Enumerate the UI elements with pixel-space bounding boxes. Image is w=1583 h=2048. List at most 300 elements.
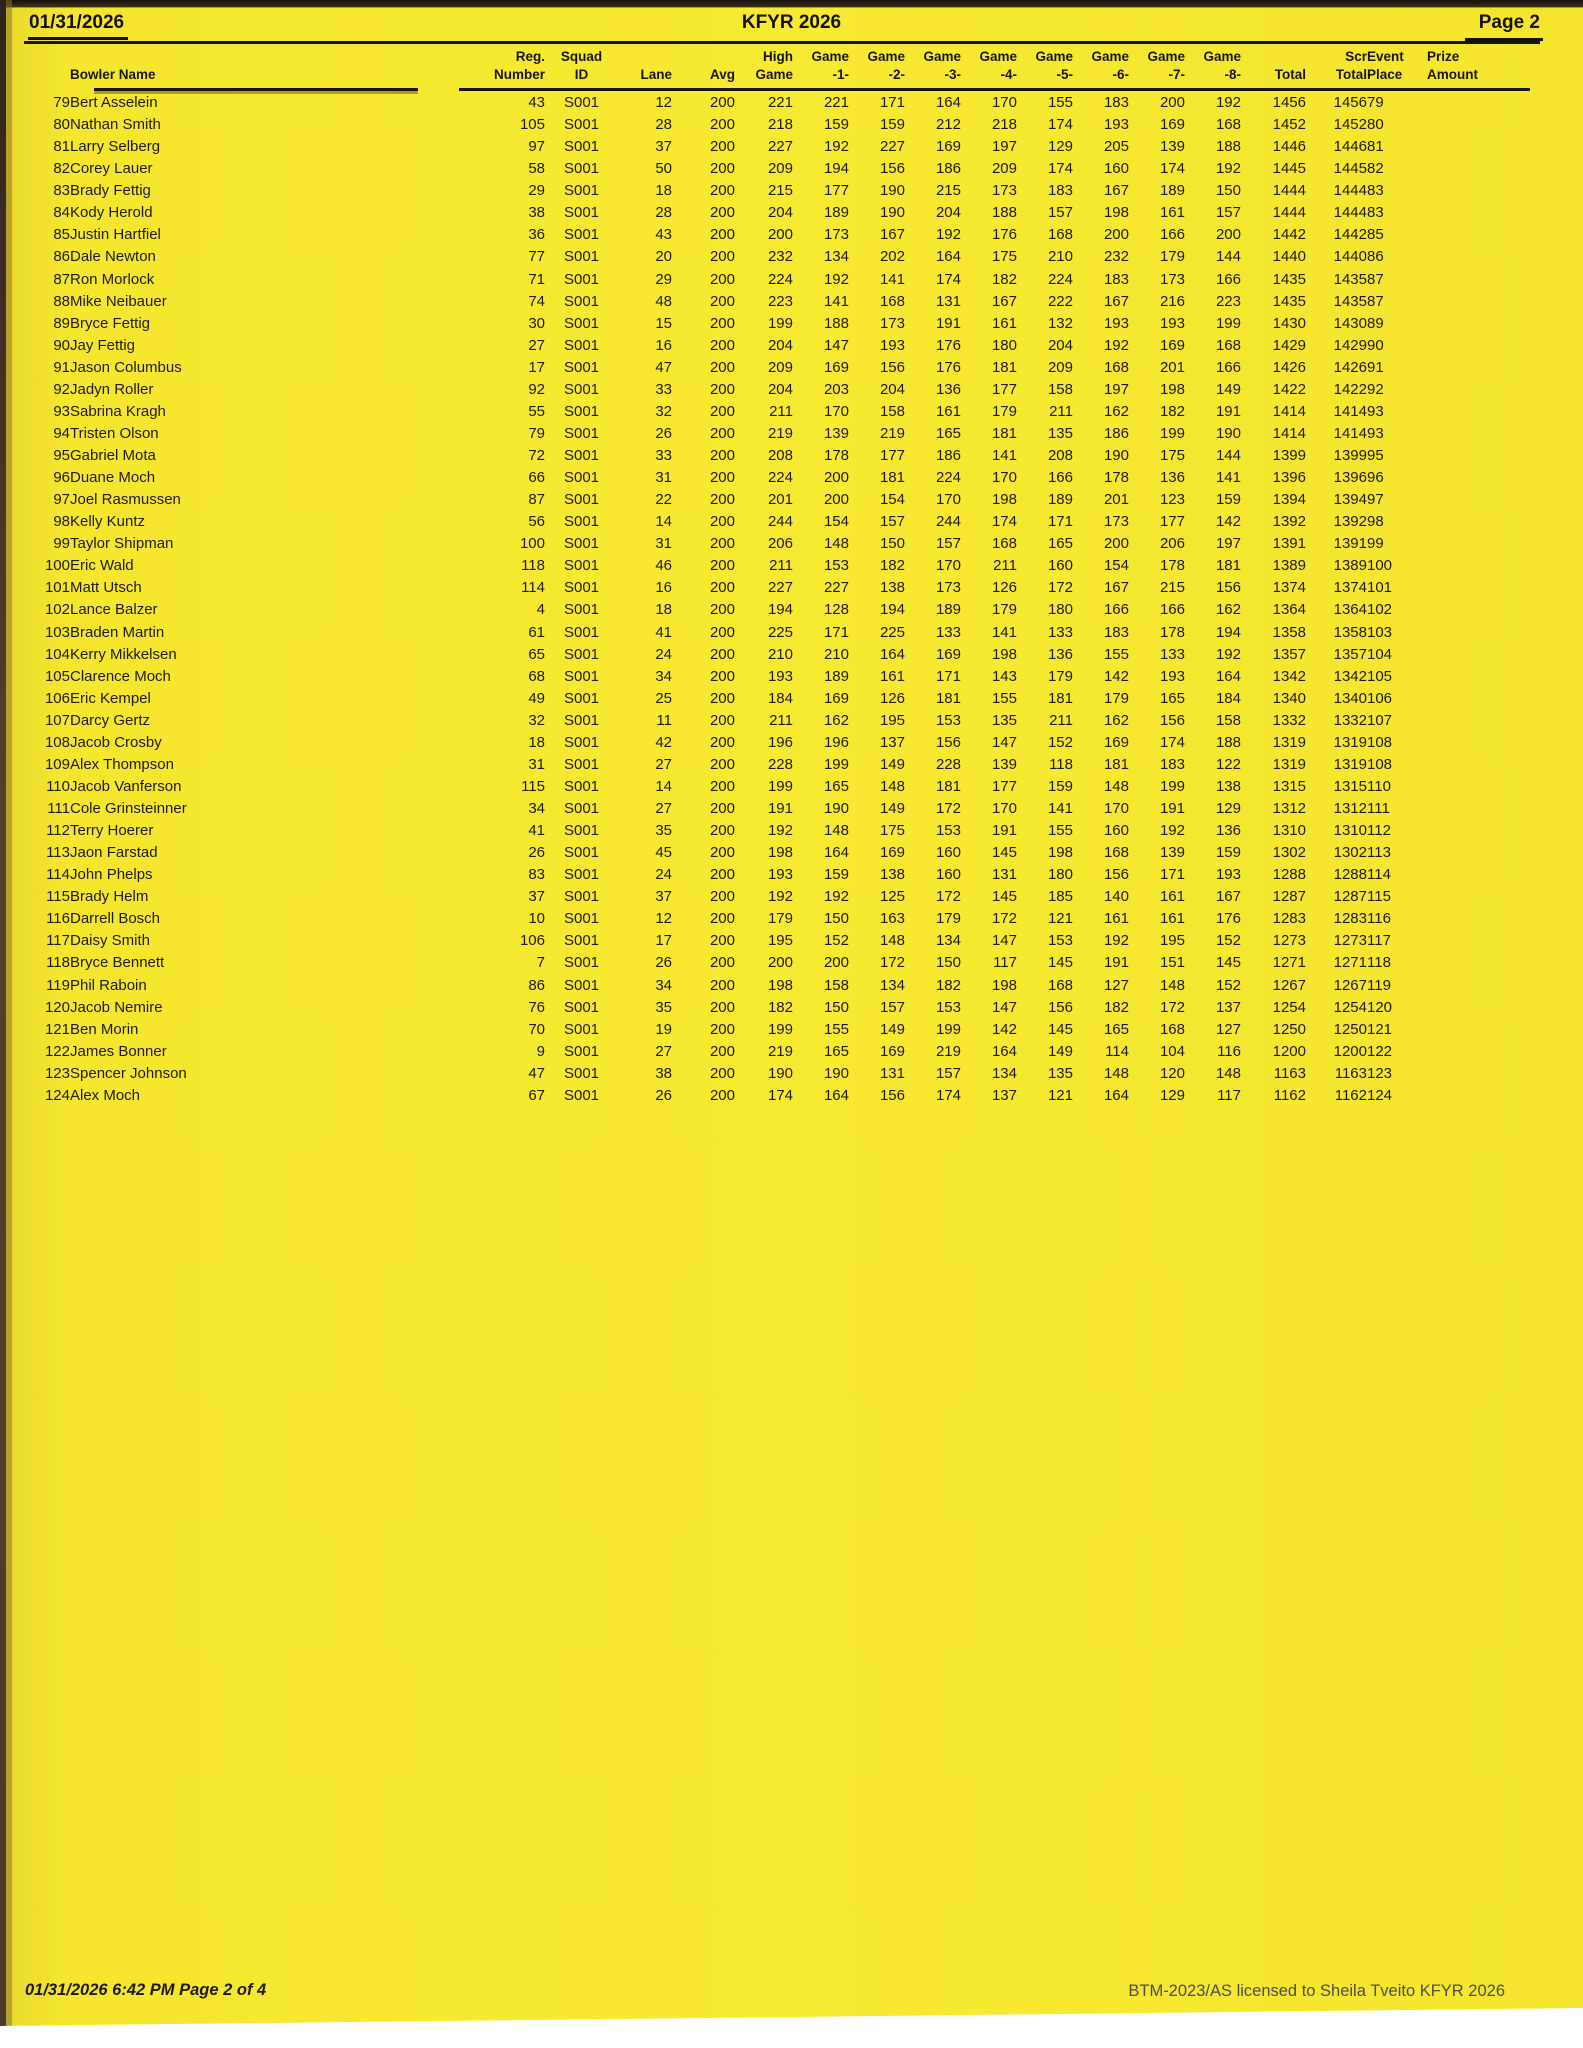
cell-game-7: 169 (1159, 336, 1185, 354)
cell-prize-amount (1427, 886, 1530, 908)
table-row (22, 313, 1530, 335)
cell-game-8: 181 (1215, 557, 1241, 575)
cell-scr-total: 1442 (1333, 226, 1367, 244)
cell-bowler-name: James Bonner (70, 1042, 167, 1060)
cell-place: 98 (53, 513, 70, 531)
cell-game-8: 191 (1215, 402, 1241, 420)
cell-total: 1374 (1272, 579, 1306, 597)
cell-avg: 200 (709, 513, 735, 531)
cell-event-place: 110 (1367, 777, 1391, 795)
table-row (22, 1041, 1530, 1063)
cell-reg-number: 49 (528, 689, 545, 707)
cell-reg-number: 9 (536, 1042, 545, 1060)
cell-game-6: 140 (1103, 888, 1129, 906)
cell-avg: 200 (709, 424, 735, 442)
cell-game-2: 177 (879, 447, 905, 464)
cell-game-2: 161 (879, 667, 905, 685)
cell-bowler-name: John Phelps (70, 866, 153, 884)
table-row (22, 357, 1530, 379)
cell-game-1: 148 (823, 535, 849, 553)
cell-event-place: 87 (1367, 292, 1384, 310)
cell-avg: 200 (709, 1086, 735, 1104)
cell-game-5: 168 (1047, 976, 1073, 994)
cell-game-2: 149 (879, 800, 905, 817)
cell-game-5: 183 (1047, 182, 1073, 200)
cell-total: 1414 (1272, 424, 1306, 442)
cell-game-4: 209 (991, 160, 1017, 178)
cell-scr-total: 1315 (1333, 777, 1367, 795)
cell-prize-amount (1427, 1019, 1530, 1041)
cell-game-6: 191 (1103, 954, 1129, 972)
cell-reg-number: 100 (519, 535, 545, 553)
cell-scr-total: 1429 (1333, 336, 1367, 354)
cell-game-5: 149 (1047, 1042, 1073, 1060)
cell-prize-amount (1427, 908, 1530, 930)
cell-game-6: 193 (1103, 116, 1129, 134)
cell-game-3: 160 (935, 844, 961, 862)
cell-high-game: 219 (767, 424, 793, 442)
cell-game-5: 129 (1047, 138, 1073, 156)
cell-reg-number: 36 (528, 226, 545, 244)
cell-game-5: 209 (1047, 358, 1073, 376)
cell-game-2: 195 (879, 711, 905, 729)
cell-lane: 37 (655, 138, 672, 156)
cell-prize-amount (1427, 445, 1530, 467)
cell-game-8: 168 (1215, 336, 1241, 354)
cell-game-6: 166 (1103, 601, 1129, 619)
cell-event-place: 114 (1367, 866, 1391, 884)
cell-total: 1340 (1272, 689, 1306, 707)
cell-prize-amount (1427, 599, 1530, 621)
cell-game-3: 189 (935, 601, 961, 619)
table-row (22, 710, 1530, 732)
cell-reg-number: 34 (528, 800, 545, 817)
cell-scr-total: 1426 (1333, 358, 1367, 376)
cell-game-6: 205 (1103, 138, 1129, 156)
cell-reg-number: 37 (528, 888, 545, 906)
cell-avg: 200 (709, 138, 735, 156)
cell-prize-amount (1427, 555, 1530, 577)
cell-event-place: 82 (1367, 160, 1384, 178)
cell-squad-id: S001 (563, 800, 600, 817)
table-row (22, 489, 1530, 511)
cell-reg-number: 31 (528, 755, 545, 773)
cell-high-game: 182 (767, 998, 793, 1016)
cell-high-game: 224 (767, 469, 793, 487)
col-header-prize-amount: Prize Amount (1427, 49, 1478, 82)
cell-game-6: 142 (1103, 667, 1129, 685)
cell-high-game: 218 (767, 116, 793, 134)
cell-game-1: 128 (823, 601, 849, 619)
cell-game-1: 164 (823, 844, 849, 862)
cell-game-7: 172 (1159, 998, 1185, 1016)
cell-event-place: 121 (1367, 1020, 1393, 1038)
cell-scr-total: 1444 (1333, 204, 1367, 222)
cell-game-5: 168 (1047, 226, 1073, 244)
cell-squad-id: S001 (563, 866, 600, 884)
cell-prize-amount (1427, 224, 1530, 246)
cell-game-4: 167 (991, 292, 1017, 310)
cell-total: 1287 (1272, 888, 1306, 906)
cell-lane: 42 (655, 733, 672, 751)
cell-reg-number: 86 (528, 976, 545, 994)
col-header-total: Total (1274, 67, 1306, 82)
cell-event-place: 83 (1367, 182, 1384, 200)
cell-game-4: 174 (991, 513, 1017, 531)
cell-high-game: 191 (767, 800, 793, 817)
cell-game-1: 178 (823, 447, 849, 464)
cell-game-1: 141 (823, 292, 849, 310)
cell-game-8: 152 (1215, 976, 1241, 994)
cell-game-2: 190 (879, 204, 905, 222)
cell-avg: 200 (709, 248, 735, 266)
cell-game-4: 176 (991, 226, 1017, 244)
cell-game-4: 117 (993, 954, 1017, 972)
cell-prize-amount (1427, 975, 1530, 997)
cell-prize-amount (1427, 202, 1530, 224)
cell-bowler-name: Sabrina Kragh (70, 402, 166, 420)
cell-squad-id: S001 (563, 1086, 600, 1104)
cell-game-1: 134 (823, 248, 849, 266)
cell-game-5: 160 (1047, 557, 1073, 575)
cell-game-3: 170 (935, 557, 961, 575)
cell-avg: 200 (709, 932, 735, 950)
cell-avg: 200 (709, 623, 735, 641)
cell-total: 1357 (1272, 645, 1306, 663)
cell-squad-id: S001 (563, 711, 600, 729)
cell-game-6: 165 (1103, 1020, 1129, 1038)
table-row (22, 577, 1530, 599)
cell-game-1: 190 (823, 800, 849, 817)
cell-prize-amount (1427, 577, 1530, 599)
cell-place: 110 (46, 777, 70, 795)
cell-game-6: 162 (1103, 402, 1129, 420)
cell-lane: 46 (655, 557, 672, 575)
cell-game-1: 203 (823, 380, 849, 398)
cell-game-2: 131 (879, 1064, 905, 1082)
cell-total: 1435 (1272, 292, 1306, 310)
cell-game-4: 181 (991, 358, 1017, 376)
table-row (22, 1063, 1530, 1085)
cell-event-place: 83 (1367, 204, 1384, 222)
cell-game-3: 134 (935, 932, 961, 950)
cell-game-4: 198 (991, 491, 1017, 509)
table-row (22, 776, 1530, 798)
cell-bowler-name: Bert Asselein (70, 94, 158, 111)
cell-game-4: 161 (991, 314, 1017, 332)
cell-prize-amount (1427, 1063, 1530, 1085)
cell-game-8: 192 (1215, 160, 1241, 178)
cell-game-5: 155 (1047, 94, 1073, 111)
cell-game-2: 134 (879, 976, 905, 994)
cell-game-6: 201 (1103, 491, 1129, 509)
cell-event-place: 112 (1367, 822, 1391, 840)
cell-bowler-name: Kerry Mikkelsen (70, 645, 177, 663)
cell-game-8: 192 (1215, 645, 1241, 663)
cell-game-3: 153 (935, 998, 961, 1016)
cell-place: 90 (53, 336, 70, 354)
cell-avg: 200 (709, 711, 735, 729)
cell-prize-amount (1427, 114, 1530, 136)
table-row (22, 224, 1530, 246)
cell-event-place: 96 (1367, 469, 1384, 487)
cell-squad-id: S001 (563, 623, 600, 641)
cell-game-3: 219 (935, 1042, 961, 1060)
cell-game-5: 159 (1047, 777, 1073, 795)
cell-total: 1452 (1272, 116, 1306, 134)
cell-bowler-name: Alex Thompson (70, 755, 174, 773)
cell-reg-number: 87 (528, 491, 545, 509)
cell-total: 1445 (1272, 160, 1306, 178)
cell-event-place: 104 (1367, 645, 1393, 663)
cell-reg-number: 105 (519, 116, 545, 134)
table-row (22, 511, 1530, 533)
cell-high-game: 201 (767, 491, 793, 509)
table-row (22, 975, 1530, 997)
cell-game-1: 159 (823, 116, 849, 134)
cell-lane: 45 (655, 844, 672, 862)
cell-game-8: 149 (1215, 380, 1241, 398)
cell-game-5: 118 (1049, 755, 1073, 773)
cell-prize-amount (1427, 401, 1530, 423)
cell-event-place: 116 (1367, 910, 1391, 928)
cell-squad-id: S001 (563, 601, 600, 619)
cell-game-1: 189 (823, 204, 849, 222)
cell-total: 1422 (1272, 380, 1306, 398)
cell-place: 81 (53, 138, 70, 156)
cell-game-6: 186 (1103, 424, 1129, 442)
cell-squad-id: S001 (563, 535, 600, 553)
cell-high-game: 193 (767, 667, 793, 685)
cell-place: 120 (44, 998, 70, 1016)
cell-scr-total: 1440 (1333, 248, 1367, 266)
cell-scr-total: 1254 (1333, 998, 1367, 1016)
cell-bowler-name: Brady Helm (70, 888, 149, 906)
cell-high-game: 194 (767, 601, 793, 619)
cell-high-game: 199 (767, 314, 793, 332)
cell-game-4: 137 (991, 1086, 1017, 1104)
cell-high-game: 221 (767, 94, 793, 111)
cell-place: 95 (53, 447, 70, 464)
cell-game-1: 165 (823, 777, 849, 795)
cell-avg: 200 (709, 910, 735, 928)
cell-place: 107 (44, 711, 70, 729)
cell-game-8: 142 (1215, 513, 1241, 531)
cell-game-7: 195 (1159, 932, 1185, 950)
table-row (22, 114, 1530, 136)
cell-place: 88 (53, 292, 70, 310)
cell-prize-amount (1427, 842, 1530, 864)
cell-place: 101 (44, 579, 70, 597)
cell-total: 1429 (1272, 336, 1306, 354)
cell-event-place: 111 (1367, 800, 1390, 817)
cell-total: 1283 (1272, 910, 1306, 928)
cell-place: 112 (46, 822, 70, 840)
cell-prize-amount (1427, 798, 1530, 820)
cell-lane: 32 (655, 402, 672, 420)
cell-game-5: 179 (1047, 667, 1073, 685)
cell-total: 1396 (1272, 469, 1306, 487)
cell-game-5: 166 (1047, 469, 1073, 487)
cell-lane: 12 (655, 910, 672, 928)
cell-scr-total: 1435 (1333, 270, 1367, 288)
cell-prize-amount (1427, 930, 1530, 952)
cell-game-3: 228 (935, 755, 961, 773)
cell-reg-number: 70 (528, 1020, 545, 1038)
cell-game-4: 172 (991, 910, 1017, 928)
cell-game-5: 189 (1047, 491, 1073, 509)
col-header-game-7: Game -7- (1147, 49, 1185, 82)
cell-avg: 200 (709, 733, 735, 751)
cell-scr-total: 1310 (1333, 822, 1367, 840)
cell-game-2: 175 (879, 822, 905, 840)
cell-game-5: 152 (1047, 733, 1073, 751)
cell-game-7: 169 (1159, 116, 1185, 134)
col-header-reg-number: Reg. Number (493, 49, 545, 82)
cell-game-7: 161 (1159, 910, 1185, 928)
cell-avg: 200 (709, 226, 735, 244)
cell-game-4: 168 (991, 535, 1017, 553)
cell-game-7: 123 (1159, 491, 1185, 509)
cell-lane: 24 (655, 645, 672, 663)
cell-squad-id: S001 (563, 248, 600, 266)
cell-event-place: 113 (1367, 844, 1391, 862)
cell-game-3: 182 (935, 976, 961, 994)
table-row (22, 732, 1530, 754)
cell-lane: 29 (655, 270, 672, 288)
cell-game-2: 202 (879, 248, 905, 266)
header-rule (24, 41, 1540, 44)
cell-place: 105 (44, 667, 70, 685)
cell-game-5: 174 (1047, 116, 1073, 134)
cell-lane: 22 (655, 491, 672, 509)
cell-reg-number: 26 (528, 844, 545, 862)
table-body (22, 92, 1530, 1107)
cell-game-1: 192 (823, 270, 849, 288)
scan-edge-top (0, 0, 1583, 8)
cell-bowler-name: Eric Kempel (70, 689, 151, 707)
cell-game-1: 200 (823, 954, 849, 972)
cell-bowler-name: Ben Morin (70, 1020, 139, 1038)
cell-avg: 200 (709, 579, 735, 597)
cell-place: 103 (44, 623, 70, 641)
cell-game-3: 179 (935, 910, 961, 928)
cell-game-5: 181 (1047, 689, 1073, 707)
table-row (22, 158, 1530, 180)
cell-game-3: 153 (935, 822, 961, 840)
cell-squad-id: S001 (563, 667, 600, 685)
cell-avg: 200 (709, 777, 735, 795)
cell-game-3: 150 (935, 954, 961, 972)
cell-event-place: 117 (1367, 932, 1391, 950)
cell-game-4: 147 (991, 733, 1017, 751)
cell-high-game: 204 (767, 380, 793, 398)
cell-game-5: 145 (1047, 1020, 1073, 1038)
cell-event-place: 90 (1367, 336, 1384, 354)
cell-reg-number: 77 (528, 248, 545, 266)
cell-prize-amount (1427, 379, 1530, 401)
table-row (22, 1085, 1530, 1107)
cell-game-7: 173 (1159, 270, 1185, 288)
cell-game-7: 201 (1159, 358, 1185, 376)
cell-bowler-name: Clarence Moch (70, 667, 171, 685)
table-header-row (22, 48, 1530, 92)
cell-game-2: 190 (879, 182, 905, 200)
cell-game-6: 155 (1103, 645, 1129, 663)
cell-game-5: 133 (1047, 623, 1073, 641)
cell-high-game: 224 (767, 270, 793, 288)
cell-game-7: 178 (1159, 557, 1185, 575)
cell-bowler-name: Mike Neibauer (70, 292, 167, 310)
cell-game-8: 159 (1215, 844, 1241, 862)
cell-event-place: 101 (1367, 579, 1393, 597)
cell-event-place: 108 (1367, 733, 1393, 751)
cell-event-place: 85 (1367, 226, 1384, 244)
cell-lane: 24 (655, 866, 672, 884)
cell-game-7: 199 (1159, 777, 1185, 795)
cell-reg-number: 65 (528, 645, 545, 663)
col-header-high-game: High Game (755, 49, 793, 82)
cell-lane: 26 (655, 954, 672, 972)
cell-place: 79 (53, 94, 70, 111)
cell-game-4: 141 (991, 623, 1017, 641)
cell-squad-id: S001 (563, 204, 600, 222)
cell-reg-number: 47 (528, 1064, 545, 1082)
cell-game-2: 137 (879, 733, 905, 751)
cell-reg-number: 79 (528, 424, 545, 442)
cell-game-5: 153 (1047, 932, 1073, 950)
cell-bowler-name: Lance Balzer (70, 601, 158, 619)
cell-scr-total: 1288 (1333, 866, 1367, 884)
cell-game-7: 177 (1159, 513, 1185, 531)
table-row (22, 180, 1530, 202)
cell-game-7: 189 (1159, 182, 1185, 200)
cell-high-game: 228 (767, 755, 793, 773)
cell-bowler-name: Cole Grinsteinner (70, 800, 187, 817)
cell-game-2: 225 (879, 623, 905, 641)
cell-game-7: 175 (1159, 447, 1185, 464)
cell-place: 109 (44, 755, 70, 773)
cell-game-3: 199 (935, 1020, 961, 1038)
cell-game-6: 183 (1103, 94, 1129, 111)
cell-game-4: 135 (991, 711, 1017, 729)
cell-place: 104 (44, 645, 70, 663)
cell-game-8: 137 (1215, 998, 1241, 1016)
cell-scr-total: 1302 (1333, 844, 1367, 862)
cell-game-5: 174 (1047, 160, 1073, 178)
cell-game-3: 136 (935, 380, 961, 398)
cell-game-4: 173 (991, 182, 1017, 200)
cell-high-game: 227 (767, 579, 793, 597)
footer-timestamp: 01/31/2026 6:42 PM Page 2 of 4 (25, 1981, 267, 1999)
cell-reg-number: 18 (528, 733, 545, 751)
cell-lane: 27 (655, 800, 672, 817)
table-row (22, 246, 1530, 268)
cell-game-4: 142 (991, 1020, 1017, 1038)
cell-event-place: 123 (1367, 1064, 1393, 1082)
cell-game-7: 161 (1159, 204, 1185, 222)
cell-avg: 200 (709, 800, 735, 817)
cell-avg: 200 (709, 270, 735, 288)
cell-event-place: 86 (1367, 248, 1384, 266)
cell-game-7: 151 (1159, 954, 1185, 972)
cell-game-6: 168 (1103, 844, 1129, 862)
cell-lane: 14 (655, 777, 672, 795)
cell-avg: 200 (709, 292, 735, 310)
cell-place: 85 (53, 226, 70, 244)
cell-game-1: 152 (823, 932, 849, 950)
cell-game-1: 147 (823, 336, 849, 354)
